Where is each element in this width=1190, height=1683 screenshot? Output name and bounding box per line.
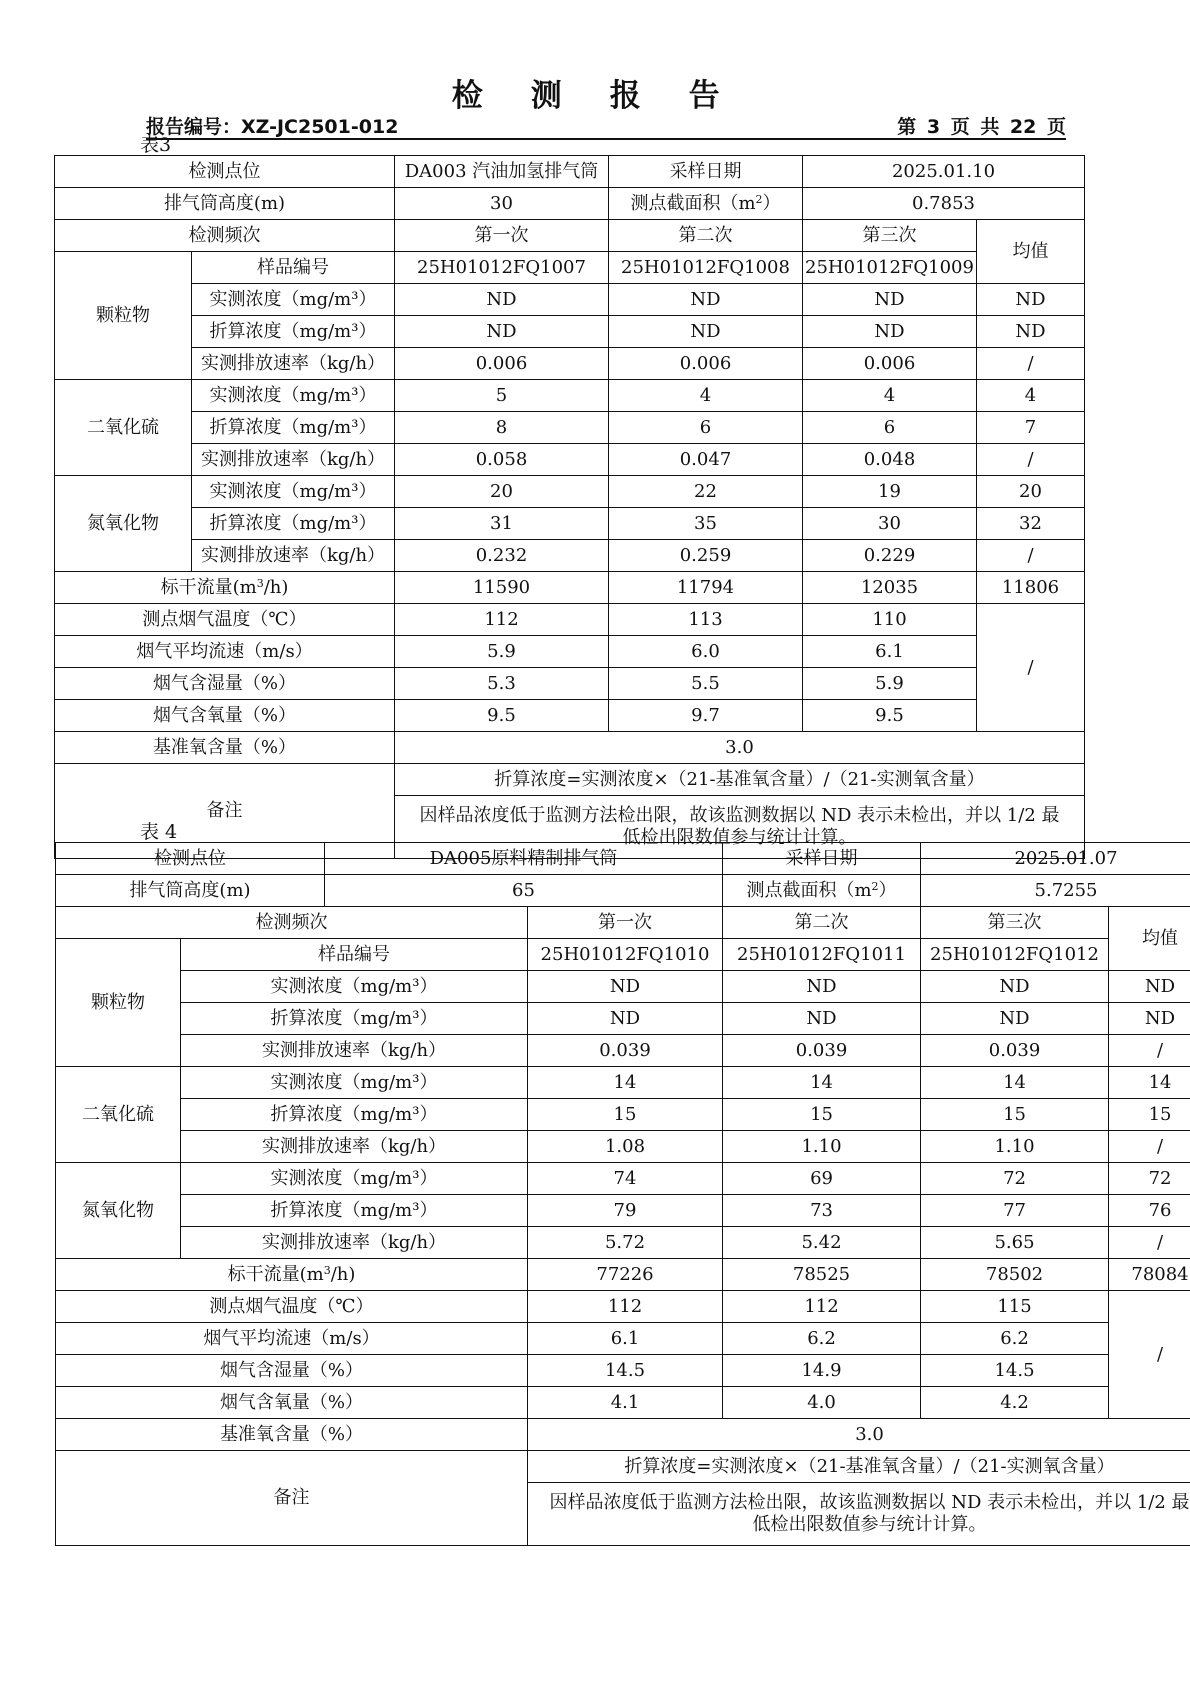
metric-average: 20 [977,476,1085,508]
metric-label: 实测浓度（mg/m³） [192,380,395,412]
metric-value: 5 [395,380,609,412]
metric-value: 1.10 [921,1131,1109,1163]
table-row [55,540,1085,572]
metric-value: 69 [723,1163,921,1195]
metric-average: 7 [977,412,1085,444]
metric-value: 20 [395,476,609,508]
metric-value: 4 [609,380,803,412]
table-row [55,412,1085,444]
metric-value: 15 [723,1099,921,1131]
metric-value: ND [395,316,609,348]
pollutant-name: 二氧化硫 [55,380,192,476]
flow-label-sup: 3 [323,1263,331,1277]
metric-average: / [1109,1227,1190,1259]
flow-label-unit: /h) [263,576,289,598]
metric-value: 0.232 [395,540,609,572]
metric-value: ND [609,284,803,316]
metric-label: 实测浓度（mg/m³） [181,1067,528,1099]
table-row [56,939,1190,971]
metric-value: 0.229 [803,540,977,572]
param-label: 烟气含氧量（%） [56,1387,528,1419]
metric-value: ND [609,316,803,348]
param-value: 9.5 [803,700,977,732]
metric-average: ND [1109,1003,1190,1035]
run-header: 第二次 [609,220,803,252]
param-value: 6.2 [723,1323,921,1355]
stack-height-label: 排气筒高度(m) [56,875,325,907]
table-row [56,907,1190,939]
flow-label [55,572,395,604]
metric-value: 15 [528,1099,723,1131]
metric-value: ND [395,284,609,316]
point-value: DA003 汽油加氢排气筒 [395,156,609,188]
metric-label: 折算浓度（mg/m³） [181,1003,528,1035]
metric-value: 35 [609,508,803,540]
remark-formula: 折算浓度=实测浓度×（21-基准氧含量）/（21-实测氧含量） [528,1451,1190,1483]
param-value: 9.7 [609,700,803,732]
metric-average: ND [1109,971,1190,1003]
flow-value: 78502 [921,1259,1109,1291]
metric-average: / [1109,1131,1190,1163]
metric-value: ND [921,1003,1109,1035]
metric-label: 实测排放速率（kg/h） [181,1227,528,1259]
metric-value: 0.058 [395,444,609,476]
metric-average: 14 [1109,1067,1190,1099]
metric-average: ND [977,316,1085,348]
metric-value: 79 [528,1195,723,1227]
run-header: 第三次 [921,907,1109,939]
metric-value: 0.039 [723,1035,921,1067]
point-label: 检测点位 [55,156,395,188]
table-row [55,284,1085,316]
frequency-label: 检测频次 [55,220,395,252]
table-row [55,316,1085,348]
area-value: 0.7853 [803,188,1085,220]
remark-label: 备注 [56,1451,528,1546]
table-row [55,732,1085,764]
flow-label-text: 标干流量(m [160,576,257,598]
sample-id: 25H01012FQ1011 [723,939,921,971]
table-row [56,1387,1190,1419]
metric-value: 0.039 [921,1035,1109,1067]
table-row [55,572,1085,604]
param-value: 6.1 [803,636,977,668]
param-label: 测点烟气温度（℃） [56,1291,528,1323]
metric-value: 1.10 [723,1131,921,1163]
sample-id: 25H01012FQ1010 [528,939,723,971]
table-row [56,1323,1190,1355]
table-row [56,1067,1190,1099]
metric-average: / [977,540,1085,572]
metric-value: 4 [803,380,977,412]
stack-height-value: 65 [325,875,723,907]
table-row [55,252,1085,284]
table-caption: 表 4 [140,821,178,843]
metric-value: ND [723,1003,921,1035]
remark-note-line: 因样品浓度低于监测方法检出限，故该监测数据以 ND 表示未检出，并以 1/2 最 [419,805,1060,827]
sample-id: 25H01012FQ1009 [803,252,977,284]
table-row [56,875,1190,907]
metric-average: ND [977,284,1085,316]
flow-value: 11794 [609,572,803,604]
flow-label-text: 标干流量(m [227,1263,324,1285]
metric-value: 30 [803,508,977,540]
table-row [56,1163,1190,1195]
ref-oxygen-label: 基准氧含量（%） [56,1419,528,1451]
param-value: 113 [609,604,803,636]
param-value: 4.0 [723,1387,921,1419]
date-label: 采样日期 [609,156,803,188]
run-header: 第二次 [723,907,921,939]
table-row [56,1451,1190,1483]
table-row [55,508,1085,540]
param-label: 烟气含湿量（%） [55,668,395,700]
metric-value: 0.039 [528,1035,723,1067]
param-value: 115 [921,1291,1109,1323]
table-row [55,188,1085,220]
param-value: 14.5 [921,1355,1109,1387]
param-value: 110 [803,604,977,636]
table-row [56,1131,1190,1163]
param-value: 112 [723,1291,921,1323]
metric-value: 0.048 [803,444,977,476]
table-row [56,1355,1190,1387]
table-row [56,1099,1190,1131]
average-header: 均值 [977,220,1085,284]
area-label [723,875,921,907]
table-caption: 表3 [140,134,172,156]
date-label: 采样日期 [723,843,921,875]
area-label-text: 测点截面积（m [746,879,872,901]
table-row [55,476,1085,508]
metric-value: 0.006 [803,348,977,380]
metric-average: 76 [1109,1195,1190,1227]
remark-formula: 折算浓度=实测浓度×（21-基准氧含量）/（21-实测氧含量） [395,764,1085,796]
point-label: 检测点位 [56,843,325,875]
metric-value: 0.047 [609,444,803,476]
area-label-close: ） [762,192,781,214]
area-label-text: 测点截面积（m [630,192,756,214]
param-value: 14.9 [723,1355,921,1387]
metric-label: 实测浓度（mg/m³） [192,476,395,508]
metric-label: 实测浓度（mg/m³） [181,1163,528,1195]
metric-label: 实测排放速率（kg/h） [181,1131,528,1163]
metric-value: ND [528,971,723,1003]
date-value: 2025.01.10 [803,156,1085,188]
sample-id: 25H01012FQ1007 [395,252,609,284]
sample-id-label: 样品编号 [181,939,528,971]
frequency-label: 检测频次 [56,907,528,939]
report-number: 报告编号：XZ-JC2501-012 [146,116,399,138]
pollutant-name: 二氧化硫 [56,1067,181,1163]
remark-note [528,1483,1190,1546]
metric-value: 0.006 [609,348,803,380]
metric-label: 实测排放速率（kg/h） [192,540,395,572]
metric-label: 折算浓度（mg/m³） [192,412,395,444]
metric-value: 5.72 [528,1227,723,1259]
metric-value: 31 [395,508,609,540]
metric-label: 实测排放速率（kg/h） [181,1035,528,1067]
date-value: 2025.01.07 [921,843,1190,875]
param-label: 烟气含氧量（%） [55,700,395,732]
table-row [56,1003,1190,1035]
area-label-close: ） [878,879,897,901]
metric-value: ND [723,971,921,1003]
area-label-sup: 2 [755,192,763,206]
table-row [55,700,1085,732]
param-value: 6.1 [528,1323,723,1355]
emission-table [54,155,1085,859]
area-value: 5.7255 [921,875,1190,907]
table-row [55,444,1085,476]
table-row [55,156,1085,188]
point-value: DA005原料精制排气筒 [325,843,723,875]
param-value: 14.5 [528,1355,723,1387]
flow-value: 12035 [803,572,977,604]
stack-height-label: 排气筒高度(m) [55,188,395,220]
area-label-sup: 2 [871,879,879,893]
metric-value: 77 [921,1195,1109,1227]
metric-value: 73 [723,1195,921,1227]
metric-average: 32 [977,508,1085,540]
table-row [56,1035,1190,1067]
metric-value: 5.42 [723,1227,921,1259]
metric-value: 0.259 [609,540,803,572]
remark-note-line: 低检出限数值参与统计计算。 [752,1514,987,1535]
table-row [56,971,1190,1003]
metric-value: ND [921,971,1109,1003]
flow-label-sup: 3 [256,576,264,590]
flow-average: 11806 [977,572,1085,604]
metric-value: ND [528,1003,723,1035]
metric-average: 72 [1109,1163,1190,1195]
params-average: / [1109,1291,1190,1419]
metric-label: 实测排放速率（kg/h） [192,444,395,476]
param-value: 4.2 [921,1387,1109,1419]
metric-value: 0.006 [395,348,609,380]
emission-table [55,842,1190,1546]
table-row [55,220,1085,252]
param-label: 测点烟气温度（℃） [55,604,395,636]
flow-label [56,1259,528,1291]
run-header: 第一次 [395,220,609,252]
ref-oxygen-value: 3.0 [528,1419,1190,1451]
metric-value: 1.08 [528,1131,723,1163]
pollutant-name: 氮氧化物 [55,476,192,572]
params-average: / [977,604,1085,732]
metric-value: 6 [803,412,977,444]
table-row [55,348,1085,380]
param-value: 5.5 [609,668,803,700]
flow-value: 77226 [528,1259,723,1291]
param-value: 6.0 [609,636,803,668]
table-row [56,1259,1190,1291]
metric-value: ND [803,284,977,316]
pollutant-name: 颗粒物 [55,252,192,380]
stack-height-value: 30 [395,188,609,220]
metric-value: 14 [723,1067,921,1099]
run-header: 第一次 [528,907,723,939]
param-value: 9.5 [395,700,609,732]
metric-label: 折算浓度（mg/m³） [181,1099,528,1131]
ref-oxygen-value: 3.0 [395,732,1085,764]
flow-label-unit: /h) [330,1263,356,1285]
table-row [56,1227,1190,1259]
param-value: 5.9 [803,668,977,700]
metric-value: 14 [528,1067,723,1099]
metric-value: 19 [803,476,977,508]
param-label: 烟气平均流速（m/s） [55,636,395,668]
remark-label: 备注 [55,764,395,859]
table-row [56,843,1190,875]
metric-average: / [977,348,1085,380]
table-row [55,636,1085,668]
sample-id-label: 样品编号 [192,252,395,284]
metric-value: 72 [921,1163,1109,1195]
remark-note-line: 低检出限数值参与统计计算。 [622,827,857,848]
metric-value: 15 [921,1099,1109,1131]
page-title: 检 测 报 告 [451,78,739,114]
param-value: 5.9 [395,636,609,668]
metric-label: 实测浓度（mg/m³） [192,284,395,316]
table-row [55,764,1085,796]
sample-id: 25H01012FQ1012 [921,939,1109,971]
sample-id: 25H01012FQ1008 [609,252,803,284]
table-row [56,1419,1190,1451]
metric-value: 8 [395,412,609,444]
table-row [55,604,1085,636]
metric-average: / [1109,1035,1190,1067]
metric-label: 折算浓度（mg/m³） [181,1195,528,1227]
metric-label: 实测浓度（mg/m³） [181,971,528,1003]
metric-value: 22 [609,476,803,508]
metric-value: 6 [609,412,803,444]
average-header: 均值 [1109,907,1190,971]
pollutant-name: 氮氧化物 [56,1163,181,1259]
metric-average: 4 [977,380,1085,412]
metric-label: 折算浓度（mg/m³） [192,316,395,348]
metric-average: / [977,444,1085,476]
param-label: 烟气平均流速（m/s） [56,1323,528,1355]
pollutant-name: 颗粒物 [56,939,181,1067]
table-row [56,1291,1190,1323]
param-value: 112 [528,1291,723,1323]
area-label [609,188,803,220]
flow-value: 11590 [395,572,609,604]
param-label: 烟气含湿量（%） [56,1355,528,1387]
metric-label: 折算浓度（mg/m³） [192,508,395,540]
param-value: 112 [395,604,609,636]
page-number: 第 3 页 共 22 页 [897,116,1066,138]
run-header: 第三次 [803,220,977,252]
flow-value: 78525 [723,1259,921,1291]
remark-note-line: 因样品浓度低于监测方法检出限，故该监测数据以 ND 表示未检出，并以 1/2 最 [549,1492,1190,1514]
metric-average: 15 [1109,1099,1190,1131]
param-value: 6.2 [921,1323,1109,1355]
param-value: 4.1 [528,1387,723,1419]
table-row [55,380,1085,412]
metric-label: 实测排放速率（kg/h） [192,348,395,380]
param-value: 5.3 [395,668,609,700]
report-header [146,110,1066,140]
metric-value: 5.65 [921,1227,1109,1259]
table-row [56,1195,1190,1227]
flow-average: 78084 [1109,1259,1190,1291]
metric-value: ND [803,316,977,348]
table-row [55,668,1085,700]
metric-value: 14 [921,1067,1109,1099]
metric-value: 74 [528,1163,723,1195]
ref-oxygen-label: 基准氧含量（%） [55,732,395,764]
